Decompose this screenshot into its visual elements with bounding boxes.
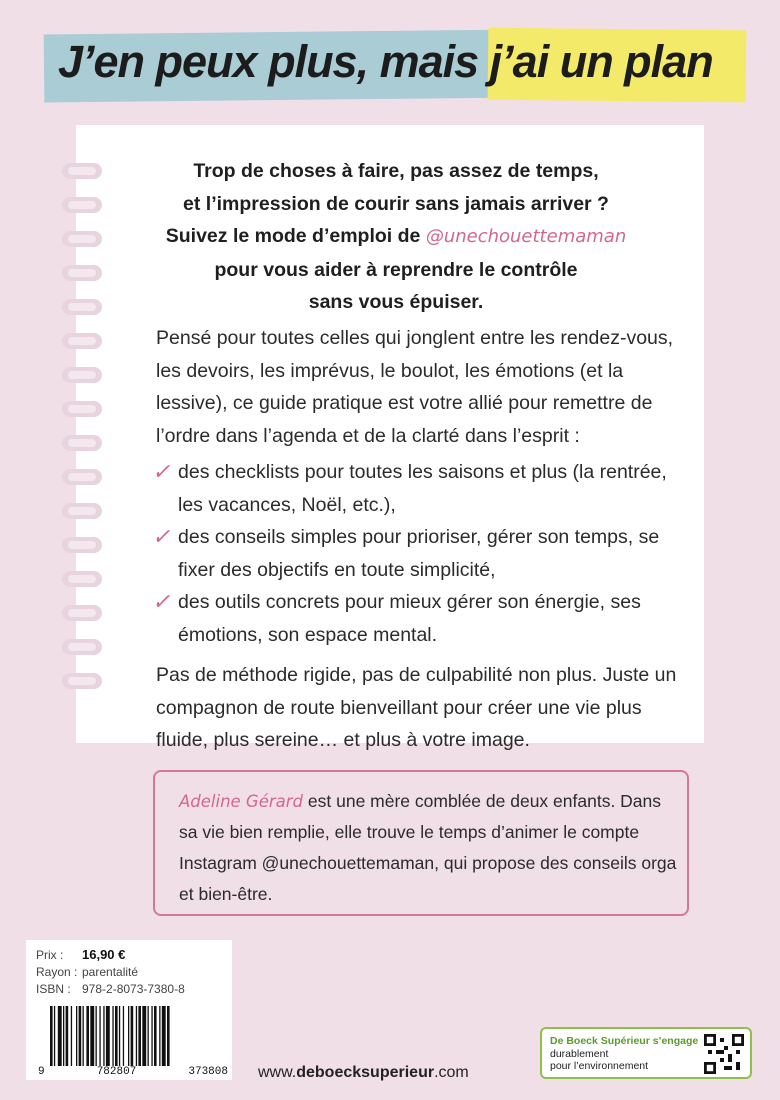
barcode-bar: [106, 1006, 110, 1066]
spiral-ring: [62, 163, 102, 179]
eco-line: durablement: [550, 1047, 609, 1060]
barcode-bar: [115, 1006, 118, 1066]
check-icon: ✓: [152, 459, 171, 484]
feature-checklist: [152, 456, 696, 651]
description-paragraph: Pensé pour toutes celles qui jonglent entre les rendez-vous, les devoirs, les imprévus, le boulot, les émotions (et la lessive), ce guide pratique est votre allié pour remettre de l’ordre dans l’agenda et de la clarté dans l’esprit :: [156, 327, 674, 447]
intro-line: Trop de choses à faire, pas assez de temps,: [193, 160, 599, 182]
checklist-item: [152, 586, 696, 651]
barcode-bar: [63, 1006, 64, 1066]
intro-line: sans vous épuiser.: [308, 291, 484, 313]
spiral-ring: [62, 469, 102, 485]
intro-line: pour vous aider à reprendre le contrôle: [214, 258, 578, 281]
spiral-ring: [62, 299, 102, 315]
barcode-bar: [103, 1006, 104, 1066]
notebook-card: [76, 125, 704, 751]
barcode-graphic: [50, 1006, 218, 1066]
spiral-ring: [62, 571, 102, 587]
spiral-ring: [62, 435, 102, 451]
eco-title: De Boeck Supérieur s’engage: [550, 1035, 699, 1047]
spiral-ring: [62, 367, 102, 383]
checklist-item: [152, 456, 696, 521]
spiral-ring: [62, 639, 102, 655]
author-bio: [179, 786, 679, 910]
isbn-label: ISBN :: [36, 982, 71, 996]
barcode-digits: [38, 1066, 228, 1078]
barcode-bar: [148, 1006, 149, 1066]
eco-text: [550, 1035, 698, 1073]
barcode-bar: [136, 1006, 137, 1066]
book-title-part2: j’ai un plan: [489, 36, 713, 87]
intro-line: et l’impression de courir sans jamais arriver ?: [183, 192, 609, 215]
intro-block: [116, 155, 676, 319]
barcode-bar: [86, 1006, 89, 1066]
qr-code-icon: [704, 1034, 744, 1074]
isbn-value: 978-2-8073-7380-8: [82, 982, 185, 996]
instagram-handle: @unechouettemaman: [425, 226, 627, 247]
checklist-item-text: des checklists pour toutes les saisons et plus (la rentrée, les vacances, Noël, etc.),: [178, 461, 667, 516]
author-name: Adeline Gérard: [179, 792, 304, 811]
spiral-ring: [62, 333, 102, 349]
barcode-bar: [154, 1006, 157, 1066]
barcode-digit-group: 373808: [188, 1066, 228, 1078]
barcode-digit-group: 9: [38, 1066, 45, 1078]
barcode-bar: [83, 1006, 84, 1066]
rayon-value: parentalité: [82, 965, 139, 979]
barcode-bar: [96, 1006, 97, 1066]
outro-paragraph: Pas de méthode rigide, pas de culpabilité non plus. Juste un compagnon de route bienveillant pour créer une vie plus fluide, plus sereine… et plus à votre image.: [156, 664, 677, 751]
barcode-bar: [167, 1006, 170, 1066]
price-label: Prix :: [36, 948, 64, 962]
barcode-bar: [123, 1006, 124, 1066]
spiral-ring: [62, 673, 102, 689]
eco-badge: [540, 1027, 752, 1079]
barcode-bar: [79, 1006, 82, 1066]
check-icon: ✓: [152, 524, 171, 549]
rayon-row: [36, 964, 222, 981]
barcode-bar: [50, 1006, 53, 1066]
barcode-bar: [162, 1006, 166, 1066]
book-title: [58, 36, 713, 88]
barcode-bar: [142, 1006, 146, 1066]
barcode-bar: [76, 1006, 77, 1066]
description: [152, 322, 696, 757]
barcode-bar: [58, 1006, 62, 1066]
checklist-item: [152, 521, 696, 586]
intro-line: [116, 220, 676, 254]
barcode-bar: [66, 1006, 69, 1066]
barcode-digit-group: 782807: [96, 1066, 137, 1078]
spiral-ring: [62, 537, 102, 553]
title-banner: [44, 26, 744, 104]
check-icon: ✓: [152, 589, 171, 614]
spiral-ring: [62, 265, 102, 281]
rayon-label: Rayon :: [36, 965, 78, 979]
spiral-ring: [62, 231, 102, 247]
checklist-item-text: des outils concrets pour mieux gérer son énergie, ses émotions, son espace mental.: [178, 591, 641, 646]
spiral-ring: [62, 503, 102, 519]
checklist-item-text: des conseils simples pour prioriser, gérer son temps, se fixer des objectifs en toute simplicité,: [178, 526, 660, 581]
barcode-bar: [138, 1006, 141, 1066]
book-title-part1: J’en peux plus, mais: [58, 36, 490, 87]
author-box: [153, 770, 689, 916]
isbn-row: [36, 981, 222, 998]
barcode-bar: [99, 1006, 100, 1066]
barcode-bar: [71, 1006, 72, 1066]
spiral-ring: [62, 605, 102, 621]
publisher-website[interactable]: [258, 1064, 469, 1082]
barcode-block: [26, 940, 232, 1080]
eco-line: pour l’environnement: [550, 1060, 649, 1072]
author-bio-text: est une mère comblée de deux enfants. Dans sa vie bien remplie, elle trouve le temps d’animer le compte Instagram @unechouettemaman, qui propose des conseils orga et bien-être.: [179, 791, 677, 904]
price-value: 16,90 €: [82, 947, 126, 962]
spiral-ring: [62, 197, 102, 213]
barcode-bar: [54, 1006, 55, 1066]
barcode-bar: [128, 1006, 129, 1066]
barcode-bar: [119, 1006, 120, 1066]
barcode-bar: [112, 1006, 113, 1066]
barcode-bars: [50, 1006, 218, 1066]
website-brand: deboecksuperieur: [296, 1064, 435, 1081]
barcode-bar: [90, 1006, 94, 1066]
price-row: [36, 946, 222, 964]
spiral-ring: [62, 401, 102, 417]
intro-line-prefix: Suivez le mode d’emploi de: [165, 225, 426, 247]
barcode-bar: [131, 1006, 134, 1066]
barcode-bar: [159, 1006, 160, 1066]
website-suffix: .com: [434, 1064, 469, 1081]
barcode-bar: [151, 1006, 152, 1066]
website-prefix: www.: [258, 1064, 297, 1081]
